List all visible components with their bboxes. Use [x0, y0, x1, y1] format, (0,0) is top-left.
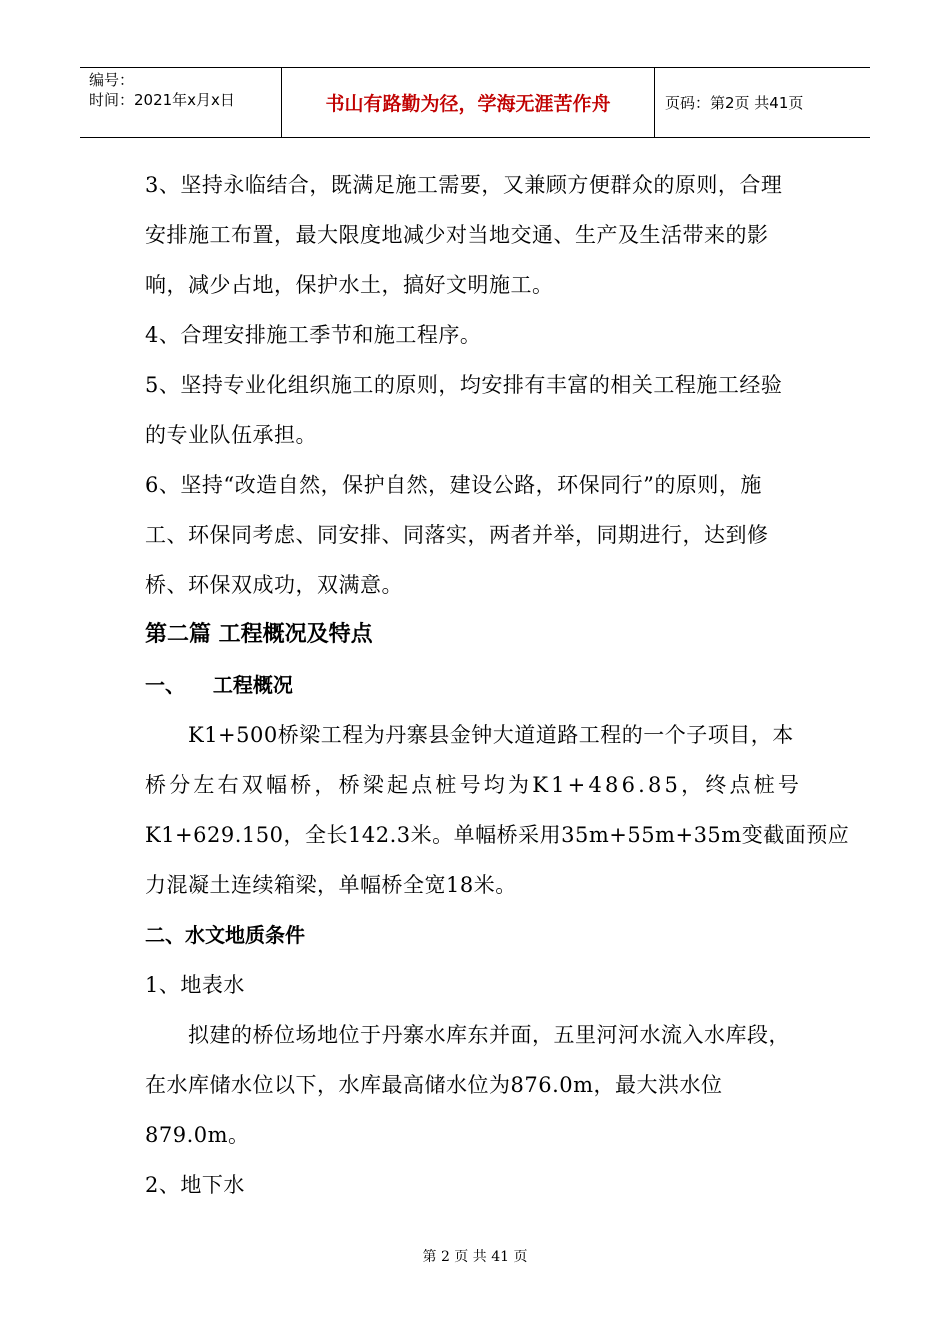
- paragraph-line: 安排施工布置，最大限度地减少对当地交通、生产及生活带来的影: [145, 223, 769, 247]
- header-left-cell: [80, 68, 282, 137]
- document-date: 时间：2021年x月x日: [89, 91, 235, 109]
- paragraph-line: K1+500桥梁工程为丹寨县金钟大道道路工程的一个子项目，本: [188, 723, 794, 747]
- paragraph-line: 工、环保同考虑、同安排、同落实，两者并举，同期进行，达到修: [145, 523, 769, 547]
- paragraph-line: 力混凝土连续箱梁，单幅桥全宽18米。: [145, 873, 517, 897]
- header-page-info: 页码：第2页 共41页: [665, 94, 804, 112]
- paragraph-line: 3、坚持永临结合，既满足施工需要，又兼顾方便群众的原则，合理: [145, 173, 783, 197]
- chapter-title: 第二篇 工程概况及特点: [145, 622, 373, 647]
- paragraph-line: 6、坚持“改造自然，保护自然，建设公路，环保同行”的原则，施: [145, 473, 762, 497]
- paragraph-line: 响，减少占地，保护水土，搞好文明施工。: [145, 273, 554, 297]
- paragraph-line: 桥、环保双成功，双满意。: [145, 573, 403, 597]
- paragraph-line: 879.0m。: [145, 1123, 250, 1147]
- paragraph-line: 桥分左右双幅桥，桥梁起点桩号均为K1+486.85，终点桩号: [145, 773, 803, 797]
- paragraph-line: 5、坚持专业化组织施工的原则，均安排有丰富的相关工程施工经验: [145, 373, 783, 397]
- section-title-overview: 一、 工程概况: [145, 673, 293, 697]
- subsection-title-surface-water: 1、地表水: [145, 973, 245, 997]
- paragraph-line: 的专业队伍承担。: [145, 423, 317, 447]
- section-title-hydrogeology: 二、水文地质条件: [145, 923, 305, 947]
- paragraph-line: 在水库储水位以下，水库最高储水位为876.0m，最大洪水位: [145, 1073, 723, 1097]
- document-body: [145, 160, 850, 1210]
- paragraph-line: K1+629.150，全长142.3米。单幅桥采用35m+55m+35m变截面预应: [145, 823, 850, 847]
- paragraph-line: 4、合理安排施工季节和施工程序。: [145, 323, 482, 347]
- header-table: [80, 67, 870, 138]
- header-motto: 书山有路勤为径，学海无涯苦作舟: [282, 68, 655, 137]
- page-footer: 第 2 页 共 41 页: [422, 1249, 528, 1265]
- subsection-title-groundwater: 2、地下水: [145, 1173, 245, 1197]
- paragraph-line: 拟建的桥位场地位于丹寨水库东并面，五里河河水流入水库段，: [188, 1023, 790, 1047]
- document-number-label: 编号：: [89, 71, 135, 89]
